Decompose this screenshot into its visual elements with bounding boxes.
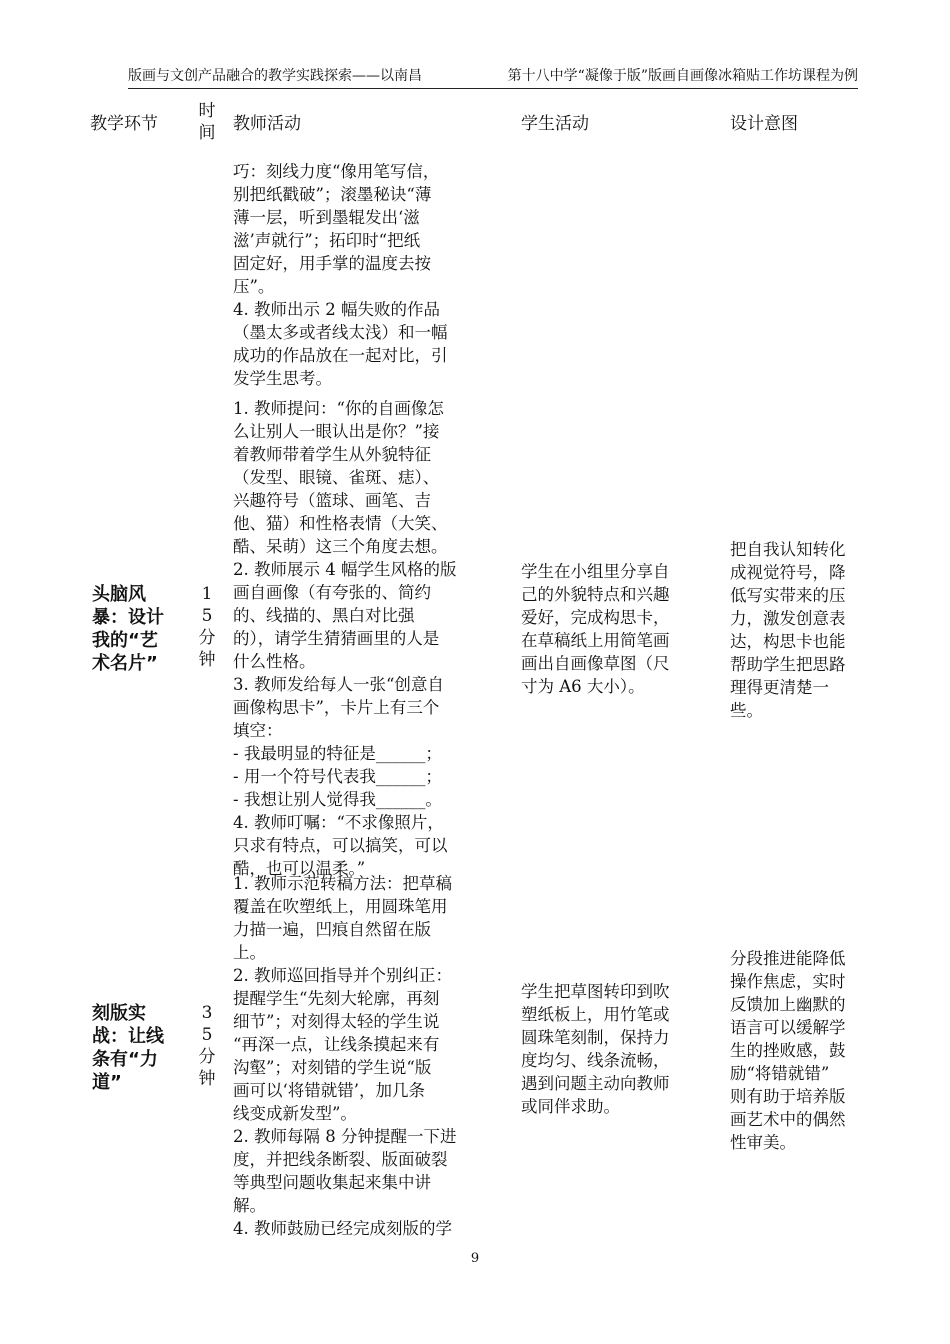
row2-student-activity: 学生把草图转印到吹 塑纸板上，用竹笔或 圆珠笔刻制，保持力 度均匀、线条流畅， 遇到问题主动向教师 或同伴求助。 [521,982,670,1116]
row2-teacher-activity: 1. 教师示范转稿方法：把草稿 覆盖在吹塑纸上，用圆珠笔用 力描一遍，凹痕自然留在版 上。 2. 教师巡回指导并个别纠正： 提醒学生“先刻大轮廓，再刻 细节”；对刻得太轻的学生说 “再深一点，让线条摸起来有 沟壑”；对刻错的学生说“版 画可以‘将错就错’，加几条 线变成新发型”。 2. 教师每隔 8 分钟提醒一下进 度，并把线条断裂、版面破裂 等典型问题收集起来集中讲 解。 4. 教师鼓励已经完成刻版的学 [233,874,457,1238]
row1-student-activity: 学生在小组里分享自 己的外貌特点和兴趣 爱好，完成构思卡， 在草稿纸上用简笔画 画出自画像草图（尺 寸为 A6 大小）。 [521,562,670,696]
col-header-intent: 设计意图 [730,114,798,134]
col-header-stage: 教学环节 [90,114,158,134]
col-header-time: 时 间 [198,101,216,143]
header-left-text: 版画与文创产品融合的教学实践探索——以南昌 [128,68,422,84]
row2-design-intent: 分段推进能降低 操作焦虑，实时 反馈加上幽默的 语言可以缓解学 生的挫败感，鼓 励“将错就错” 则有助于培养版 画艺术中的偶然 性审美。 [730,949,846,1152]
col-header-teacher: 教师活动 [233,114,301,134]
row1-stage: 头脑风 暴：设计 我的“艺 术名片” [92,584,164,674]
page-number: 9 [470,1251,480,1266]
header-right-text: 第十八中学“凝像于版”版画自画像冰箱贴工作坊课程为例 [507,68,858,84]
col-header-student: 学生活动 [521,114,589,134]
row1-teacher-activity: 1. 教师提问：“你的自画像怎 么让别人一眼认出是你？”接 着教师带着学生从外貌特征 （发型、眼镜、雀斑、痣）、 兴趣符号（篮球、画笔、吉 他、猫）和性格表情（大笑、 酷、呆萌）这三个角度去想。 2. 教师展示 4 幅学生风格的版 画自画像（有夸张的、简约 的、线描的、黑白对比强 的），请学生猜猜画里的人是 什么性格。 3. 教师发给每人一张“创意自 画像构思卡”，卡片上有三个 填空： - 我最明显的特征是______； - 用一个符号代表我______； - 我想让别人觉得我______。 4. 教师叮嘱：“不求像照片， 只求有特点，可以搞笑，可以 酷，也可以温柔。” [233,399,457,878]
row1-time: 1 5 分 钟 [198,584,216,670]
row2-stage: 刻版实 战：让线 条有“力 道” [92,1003,164,1093]
row2-time: 3 5 分 钟 [198,1003,216,1089]
row1-design-intent: 把自我认知转化 成视觉符号，降 低写实带来的压 力，激发创意表 达，构思卡也能 帮助学生把思路 理得更清楚一 些。 [730,540,846,720]
running-header [128,66,858,89]
row0-teacher-activity: 巧：刻线力度“像用笔写信， 别把纸戳破”；滚墨秘诀“薄 薄一层，听到墨辊发出‘滋 滋’声就行”；拓印时“把纸 固定好，用手掌的温度去按 压”。 4. 教师出示 2 幅失败的作品 （墨太多或者线太浅）和一幅 成功的作品放在一起对比，引 发学生思考。 [233,162,448,388]
